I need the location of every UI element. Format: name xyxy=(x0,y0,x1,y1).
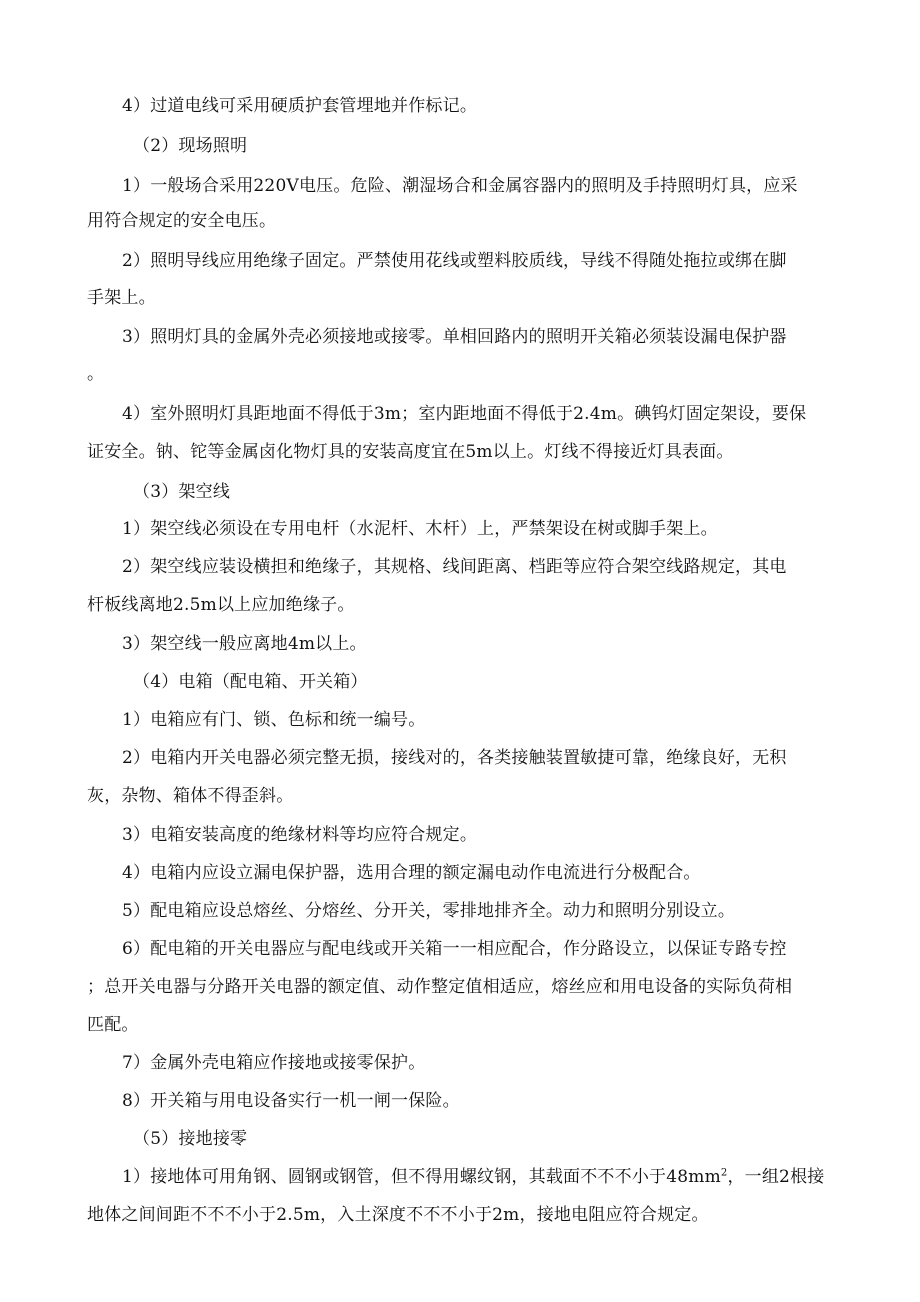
paragraph-line: 2）电箱内开关电器必须完整无损，接线对的，各类接触装置敏捷可靠，绝缘良好，无积 xyxy=(122,748,787,768)
paragraph-line: 2）照明导线应用绝缘子固定。严禁使用花线或塑料胶质线，导线不得随处拖拉或绑在脚 xyxy=(122,251,787,271)
paragraph-line: 4）电箱内应设立漏电保护器，选用合理的额定漏电动作电流进行分极配合。 xyxy=(122,863,701,883)
section-heading: （4）电箱（配电箱、开关箱） xyxy=(133,672,368,692)
paragraph-line: 1）电箱应有门、锁、色标和统一编号。 xyxy=(122,710,426,730)
line-text-after-superscript: ，一组2根接 xyxy=(727,1167,825,1187)
section-heading: （3）架空线 xyxy=(133,482,231,502)
line-text-before-superscript: 1）接地体可用角钢、圆钢或钢管，但不得用螺纹钢，其载面不不不小于48mm xyxy=(122,1167,721,1187)
paragraph-line: 3）电箱安装高度的绝缘材料等均应符合规定。 xyxy=(122,825,478,845)
paragraph-line: 8）开关箱与用电设备实行一机一闸一保险。 xyxy=(122,1091,460,1111)
paragraph-line xyxy=(122,1166,882,1188)
paragraph-line: 6）配电箱的开关电器应与配电线或开关箱一一相应配合，作分路设立，以保证专路专控 xyxy=(122,939,787,959)
paragraph-line: 地体之间间距不不不小于2.5m，入土深度不不不小于2m，接地电阻应符合规定。 xyxy=(87,1205,709,1225)
paragraph-line: 7）金属外壳电箱应作接地或接零保护。 xyxy=(122,1053,426,1073)
section-heading: （5）接地接零 xyxy=(133,1129,248,1149)
paragraph-line: 。 xyxy=(87,364,105,384)
paragraph-line: 灰，杂物、箱体不得歪斜。 xyxy=(87,786,294,806)
paragraph-line: 杆板线离地2.5m以上应加绝缘子。 xyxy=(87,595,355,615)
paragraph-line: 手架上。 xyxy=(87,288,156,308)
superscript: 2 xyxy=(720,1167,728,1179)
paragraph-line: 2）架空线应装设横担和绝缘子，其规格、线间距离、档距等应符合架空线路规定，其电 xyxy=(122,557,787,577)
section-heading: （2）现场照明 xyxy=(133,136,248,156)
paragraph-line: 1）一般场合采用220V电压。危险、潮湿场合和金属容器内的照明及手持照明灯具，应采 xyxy=(122,176,798,196)
paragraph-line: 4）室外照明灯具距地面不得低于3m；室内距地面不得低于2.4m。碘钨灯固定架设，要保 xyxy=(122,404,807,424)
paragraph-line: 3）架空线一般应离地4m以上。 xyxy=(122,634,367,654)
paragraph-line: 用符合规定的安全电压。 xyxy=(87,211,277,231)
paragraph-line: 5）配电箱应设总熔丝、分熔丝、分开关，零排地排齐全。动力和照明分别设立。 xyxy=(122,901,736,921)
paragraph-line: 匹配。 xyxy=(87,1015,139,1035)
paragraph-line: 证安全。钠、铊等金属卤化物灯具的安装高度宜在5m以上。灯线不得接近灯具表面。 xyxy=(87,442,734,462)
paragraph-line: 4）过道电线可采用硬质护套管埋地并作标记。 xyxy=(122,96,478,116)
paragraph-line: ；总开关电器与分路开关电器的额定值、动作整定值相适应，熔丝应和用电设备的实际负荷相 xyxy=(87,977,793,997)
paragraph-line: 3）照明灯具的金属外壳必须接地或接零。单相回路内的照明开关箱必须装设漏电保护器 xyxy=(122,327,787,347)
paragraph-line: 1）架空线必须设在专用电杆（水泥杆、木杆）上，严禁架设在树或脚手架上。 xyxy=(122,519,718,539)
